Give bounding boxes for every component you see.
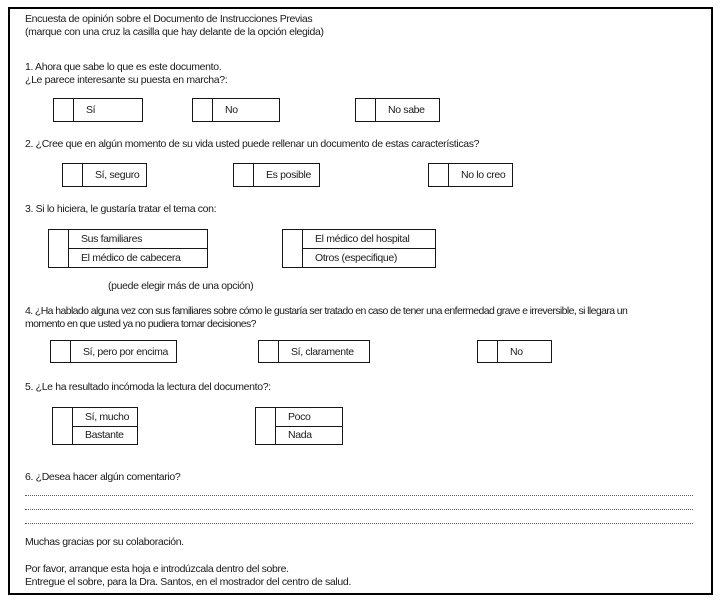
- q2-option-no-lo-creo-label: No lo creo: [461, 169, 506, 181]
- comment-line-3[interactable]: [25, 523, 693, 524]
- q4-option-si-por-encima-label: Sí, pero por encima: [83, 345, 168, 358]
- question-1-text-line2: ¿Le parece interesante su puesta en marcha?:: [25, 74, 228, 86]
- q5-option-poco: Poco: [276, 408, 342, 427]
- q4-option-no-label: No: [510, 345, 523, 358]
- q2-option-es-posible: [233, 163, 320, 187]
- q5-option-nada: Nada: [288, 429, 312, 442]
- q3-option-otros: Otros (especifique): [315, 252, 398, 264]
- q3-option-medico-hospital: El médico del hospital: [303, 230, 435, 249]
- footer-instruction-line1: Por favor, arranque esta hoja e introdúzcala dentro del sobre.: [25, 563, 289, 575]
- form-title: Encuesta de opinión sobre el Documento de Instrucciones Previas: [25, 13, 313, 25]
- footer-instruction-line2: Entregue el sobre, para la Dra. Santos, en el mostrador del centro de salud.: [25, 576, 351, 588]
- form-instruction: (marque con una cruz la casilla que hay delante de la opción elegida): [25, 26, 324, 38]
- comment-line-2[interactable]: [25, 509, 693, 510]
- question-4-text-line1: 4. ¿Ha hablado alguna vez con sus familiares sobre cómo le gustaría ser tratado en caso de tener una enfermedad grave e irreversible, si llegara un: [25, 305, 628, 317]
- q2-option-es-posible-checkbox[interactable]: [234, 164, 254, 186]
- q1-option-si-label: Sí: [86, 104, 96, 116]
- q5-option-bastante: Bastante: [85, 429, 124, 442]
- q1-option-no-sabe-label: No sabe: [388, 104, 425, 116]
- q5-right-table: [255, 407, 343, 445]
- comment-line-1[interactable]: [25, 495, 693, 496]
- question-3-text: 3. Si lo hiciera, le gustaría tratar el tema con:: [25, 203, 217, 215]
- q4-option-si-por-encima-checkbox[interactable]: [51, 341, 71, 362]
- q1-option-no-label: No: [225, 104, 238, 116]
- footer-thanks: Muchas gracias por su colaboración.: [25, 536, 184, 548]
- question-1-text-line1: 1. Ahora que sabe lo que es este documento.: [25, 61, 222, 73]
- q5-option-si-mucho: Sí, mucho: [73, 408, 137, 427]
- q1-option-no-sabe-checkbox[interactable]: [356, 99, 376, 121]
- q5-left-checkbox[interactable]: [53, 408, 73, 444]
- q2-option-es-posible-label: Es posible: [266, 169, 311, 181]
- q3-right-table: [282, 229, 436, 268]
- q2-option-no-lo-creo: [428, 163, 513, 187]
- q5-left-table: [52, 407, 138, 445]
- question-5-text: 5. ¿Le ha resultado incómoda la lectura del documento?:: [25, 381, 271, 393]
- q2-option-no-lo-creo-checkbox[interactable]: [429, 164, 449, 186]
- question-3-note: (puede elegir más de una opción): [108, 280, 254, 292]
- q1-option-no: [192, 98, 280, 122]
- q2-option-si-seguro-label: Sí, seguro: [95, 169, 140, 181]
- q1-option-no-checkbox[interactable]: [193, 99, 213, 121]
- q2-option-si-seguro: [62, 163, 147, 187]
- q3-left-table: [48, 229, 208, 268]
- q4-option-no-checkbox[interactable]: [478, 341, 498, 362]
- q1-option-no-sabe: [355, 98, 440, 122]
- q1-option-si-checkbox[interactable]: [54, 99, 74, 121]
- q1-option-si: [53, 98, 143, 122]
- question-6-text: 6. ¿Desea hacer algún comentario?: [25, 471, 181, 483]
- q4-option-si-claramente-checkbox[interactable]: [259, 341, 279, 362]
- q2-option-si-seguro-checkbox[interactable]: [63, 164, 83, 186]
- q4-option-si-por-encima: [50, 340, 177, 363]
- form-page: [8, 7, 713, 595]
- q3-left-checkbox[interactable]: [49, 230, 69, 267]
- q3-right-checkbox[interactable]: [283, 230, 303, 267]
- q3-option-medico-cabecera: El médico de cabecera: [81, 252, 181, 264]
- q4-option-si-claramente-label: Sí, claramente: [291, 345, 354, 358]
- q4-option-si-claramente: [258, 340, 370, 363]
- question-4-text-line2: momento en que usted ya no pudiera tomar decisiones?: [25, 318, 256, 330]
- question-2-text: 2. ¿Cree que en algún momento de su vida usted puede rellenar un documento de estas características?: [25, 138, 480, 150]
- q5-right-checkbox[interactable]: [256, 408, 276, 444]
- q3-option-sus-familiares: Sus familiares: [69, 230, 207, 249]
- q4-option-no: [477, 340, 552, 363]
